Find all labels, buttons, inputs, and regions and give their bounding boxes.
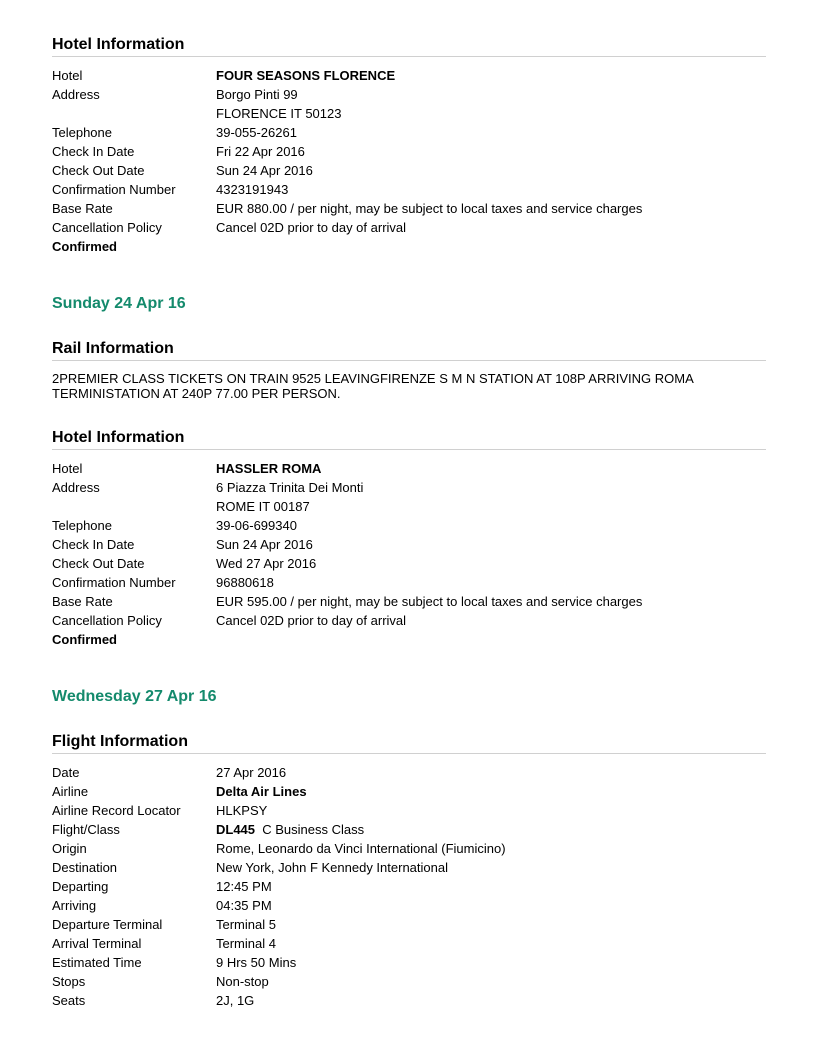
label-date: Date bbox=[52, 765, 80, 780]
arriving-time: 04:35 PM bbox=[216, 898, 272, 913]
label-hotel: Hotel bbox=[52, 68, 83, 83]
table-row bbox=[52, 478, 642, 497]
hotel-section-1 bbox=[52, 36, 766, 256]
estimated-time: 9 Hrs 50 Mins bbox=[216, 955, 297, 970]
table-row bbox=[52, 85, 642, 104]
table-row bbox=[52, 497, 642, 516]
table-row bbox=[52, 104, 642, 123]
address-line-1: 6 Piazza Trinita Dei Monti bbox=[216, 480, 364, 495]
base-rate: EUR 880.00 / per night, may be subject to local taxes and service charges bbox=[216, 201, 643, 216]
label-confirmation: Confirmation Number bbox=[52, 182, 176, 197]
label-confirmation: Confirmation Number bbox=[52, 575, 176, 590]
checkout-date: Sun 24 Apr 2016 bbox=[216, 163, 313, 178]
table-row bbox=[52, 953, 506, 972]
label-checkout: Check Out Date bbox=[52, 163, 145, 178]
checkin-date: Sun 24 Apr 2016 bbox=[216, 537, 313, 552]
hotel-name: HASSLER ROMA bbox=[216, 461, 322, 476]
table-row bbox=[52, 839, 506, 858]
table-row bbox=[52, 161, 642, 180]
section-heading: Rail Information bbox=[52, 340, 766, 361]
address-line-1: Borgo Pinti 99 bbox=[216, 87, 298, 102]
hotel-details-table bbox=[52, 66, 642, 237]
label-telephone: Telephone bbox=[52, 125, 112, 140]
day-heading: Wednesday 27 Apr 16 bbox=[52, 688, 217, 705]
flight-number: DL445 bbox=[216, 822, 256, 837]
address-line-2: FLORENCE IT 50123 bbox=[216, 106, 342, 121]
record-locator: HLKPSY bbox=[216, 803, 268, 818]
label-departing: Departing bbox=[52, 879, 109, 894]
hotel-name: FOUR SEASONS FLORENCE bbox=[216, 68, 396, 83]
table-row bbox=[52, 820, 506, 839]
label-telephone: Telephone bbox=[52, 518, 112, 533]
address-line-2: ROME IT 00187 bbox=[216, 499, 310, 514]
label-cancel: Cancellation Policy bbox=[52, 220, 162, 235]
table-row bbox=[52, 459, 642, 478]
table-row bbox=[52, 801, 506, 820]
cancellation-policy: Cancel 02D prior to day of arrival bbox=[216, 613, 407, 628]
destination: New York, John F Kennedy International bbox=[216, 860, 448, 875]
checkout-date: Wed 27 Apr 2016 bbox=[216, 556, 317, 571]
table-row bbox=[52, 573, 642, 592]
label-estimated-time: Estimated Time bbox=[52, 955, 142, 970]
table-row bbox=[52, 611, 642, 630]
table-row bbox=[52, 554, 642, 573]
flight-details-table bbox=[52, 763, 506, 1010]
flight-class bbox=[216, 820, 506, 839]
table-row bbox=[52, 180, 642, 199]
label-stops: Stops bbox=[52, 974, 86, 989]
table-row bbox=[52, 991, 506, 1010]
section-heading: Hotel Information bbox=[52, 429, 766, 450]
table-row bbox=[52, 66, 642, 85]
label-arrival-terminal: Arrival Terminal bbox=[52, 936, 142, 951]
table-row bbox=[52, 972, 506, 991]
cabin-class: C Business Class bbox=[262, 822, 365, 837]
table-row bbox=[52, 858, 506, 877]
table-row bbox=[52, 592, 642, 611]
table-row bbox=[52, 535, 642, 554]
label-flight-class: Flight/Class bbox=[52, 822, 120, 837]
table-row bbox=[52, 218, 642, 237]
table-row bbox=[52, 877, 506, 896]
table-row bbox=[52, 199, 642, 218]
departing-time: 12:45 PM bbox=[216, 879, 272, 894]
label-airline: Airline bbox=[52, 784, 89, 799]
rail-section bbox=[52, 340, 766, 401]
arrival-terminal: Terminal 4 bbox=[216, 936, 276, 951]
label-origin: Origin bbox=[52, 841, 87, 856]
label-address: Address bbox=[52, 87, 100, 102]
table-row bbox=[52, 896, 506, 915]
table-row bbox=[52, 915, 506, 934]
label-hotel: Hotel bbox=[52, 461, 83, 476]
departure-terminal: Terminal 5 bbox=[216, 917, 276, 932]
status-confirmed: Confirmed bbox=[52, 239, 117, 254]
table-row bbox=[52, 516, 642, 535]
label-destination: Destination bbox=[52, 860, 118, 875]
confirmation-number: 96880618 bbox=[216, 575, 274, 590]
seats: 2J, 1G bbox=[216, 993, 255, 1008]
table-row bbox=[52, 763, 506, 782]
section-heading: Flight Information bbox=[52, 733, 766, 754]
telephone: 39-055-26261 bbox=[216, 125, 297, 140]
confirmation-number: 4323191943 bbox=[216, 182, 289, 197]
section-heading: Hotel Information bbox=[52, 36, 766, 57]
hotel-details-table bbox=[52, 459, 642, 630]
label-cancel: Cancellation Policy bbox=[52, 613, 162, 628]
label-departure-terminal: Departure Terminal bbox=[52, 917, 163, 932]
table-row bbox=[52, 142, 642, 161]
stops: Non-stop bbox=[216, 974, 269, 989]
label-rate: Base Rate bbox=[52, 201, 113, 216]
checkin-date: Fri 22 Apr 2016 bbox=[216, 144, 305, 159]
table-row bbox=[52, 782, 506, 801]
status-confirmed: Confirmed bbox=[52, 632, 117, 647]
table-row bbox=[52, 934, 506, 953]
telephone: 39-06-699340 bbox=[216, 518, 297, 533]
table-row bbox=[52, 123, 642, 142]
rail-description: 2PREMIER CLASS TICKETS ON TRAIN 9525 LEAVINGFIRENZE S M N STATION AT 108P ARRIVING ROMA TERMINISTATION AT 240P 77.00 PER PERSON. bbox=[52, 371, 694, 401]
label-locator: Airline Record Locator bbox=[52, 803, 181, 818]
label-checkin: Check In Date bbox=[52, 144, 135, 159]
label-seats: Seats bbox=[52, 993, 86, 1008]
flight-date: 27 Apr 2016 bbox=[216, 765, 287, 780]
label-checkin: Check In Date bbox=[52, 537, 135, 552]
label-address: Address bbox=[52, 480, 100, 495]
cancellation-policy: Cancel 02D prior to day of arrival bbox=[216, 220, 407, 235]
hotel-section-2 bbox=[52, 429, 766, 649]
label-checkout: Check Out Date bbox=[52, 556, 145, 571]
label-arriving: Arriving bbox=[52, 898, 97, 913]
day-heading: Sunday 24 Apr 16 bbox=[52, 295, 186, 312]
base-rate: EUR 595.00 / per night, may be subject to local taxes and service charges bbox=[216, 594, 643, 609]
origin: Rome, Leonardo da Vinci International (Fiumicino) bbox=[216, 841, 506, 856]
airline-name: Delta Air Lines bbox=[216, 784, 307, 799]
flight-section bbox=[52, 733, 766, 1010]
label-rate: Base Rate bbox=[52, 594, 113, 609]
